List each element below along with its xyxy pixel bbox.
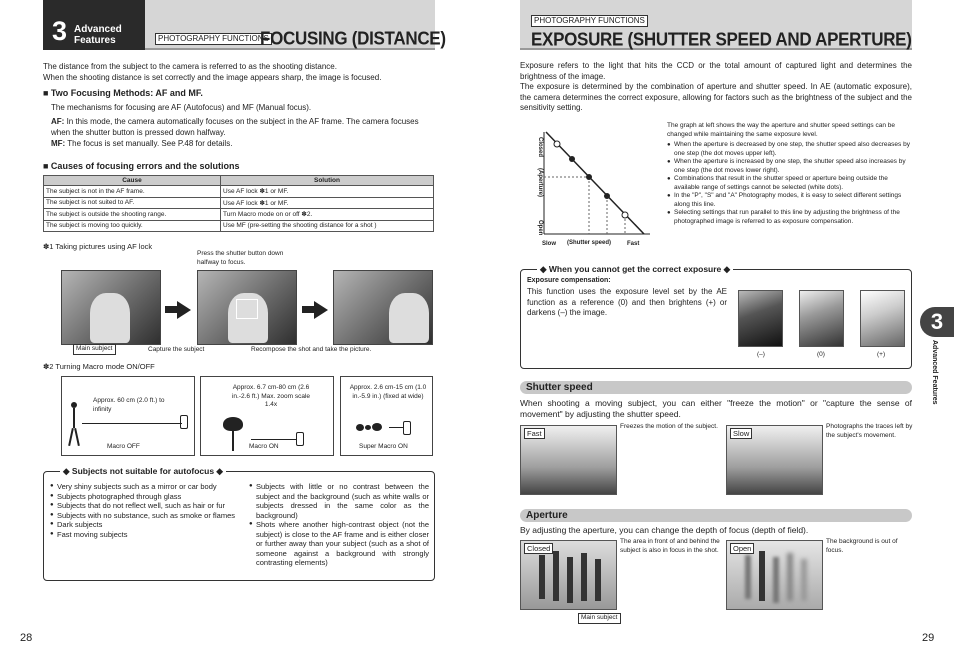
arrow-right-icon — [314, 301, 328, 319]
macro-on-box — [200, 376, 334, 456]
graph-bullets — [667, 141, 912, 226]
macro-off-distance: Approx. 60 cm (2.0 ft.) to infinity — [93, 397, 165, 413]
intro-paragraph-2: The exposure is determined by the combination of aperture and shutter speed. In AE (automatic exposure), the camera determines the correct exposure, allowing for factors such as the brightness of the subject and the sensitivity setting. — [520, 82, 912, 112]
person-icon — [70, 402, 78, 446]
closed-label: Closed — [524, 543, 553, 554]
aperture-text: By adjusting the aperture, you can change the depth of focus (depth of field). — [520, 525, 809, 535]
fast-description: Freezes the motion of the subject. — [620, 423, 718, 430]
main-subject-label: Main subject — [578, 613, 621, 624]
af-description: AF: In this mode, the camera automatically focuses on the subject in the AF frame. The camera focuses when the shutter button is pressed down halfway. — [51, 117, 419, 137]
autofocus-list-2 — [249, 482, 429, 568]
exposure-plus-label: (+) — [877, 351, 886, 358]
exposure-minus-photo — [738, 290, 783, 347]
list-item: ● Subjects with little or no contrast between the subject and the background (such as white walls or subjects dressed in the same color as the background) — [249, 482, 429, 520]
list-item: ● Combinations that result in the shutter speed or aperture being outside the available range of settings cannot be selected (white dots). — [667, 175, 912, 192]
chapter-badge — [43, 0, 145, 50]
af-photo-2 — [197, 270, 297, 345]
compensation-title: Exposure compensation: — [527, 277, 611, 284]
compensation-text: This function uses the exposure level set by the AE function as a reference (0) and then brightens (+) or darkens (–) the image. — [527, 287, 727, 317]
arrow-1-bar — [165, 306, 177, 313]
section-tag: PHOTOGRAPHY FUNCTIONS — [155, 33, 272, 45]
list-item: ● In the "P", "S" and "A" Photography modes, it is easy to select different settings along this line. — [667, 192, 912, 209]
chapter-label-1: Advanced — [74, 24, 122, 35]
super-macro-label: Super Macro ON — [359, 443, 408, 450]
list-item: ● Subjects with no substance, such as smoke or flames — [50, 511, 235, 521]
exposure-zero-label: (0) — [817, 351, 825, 358]
range-line — [251, 439, 296, 440]
exposure-box-title: ◆ When you cannot get the correct exposure ◆ — [537, 264, 733, 275]
exposure-zero-photo — [799, 290, 844, 347]
camera-icon — [180, 415, 188, 429]
main-subject-label: Main subject — [73, 344, 116, 355]
slow-label: Slow — [730, 428, 752, 439]
autofocus-box-title: ◆ Subjects not suitable for autofocus ◆ — [60, 466, 226, 477]
note-macro: ✽2 Turning Macro mode ON/OFF — [43, 362, 155, 371]
page-number: 28 — [20, 632, 33, 644]
open-description: The background is out of focus. — [826, 538, 898, 554]
list-item: ● Fast moving subjects — [50, 530, 235, 540]
graph-y-closed: Closed — [537, 137, 543, 158]
shutter-speed-text: When shooting a moving subject, you can either "freeze the motion" or "capture the sense of movement" by adjusting the shutter speed. — [520, 398, 912, 419]
capture-caption: Capture the subject — [148, 346, 205, 353]
super-macro-distance: Approx. 2.6 cm-15 cm (1.0 in.-5.9 in.) (fixed at wide) — [349, 384, 427, 400]
mf-description: MF: The focus is set manually. See P.48 for details. — [51, 139, 233, 148]
camera-icon — [403, 421, 411, 435]
list-item: ● Dark subjects — [50, 520, 235, 530]
intro — [43, 62, 438, 83]
list-item: ● Subjects that do not reflect well, such as hair or fur — [50, 501, 235, 511]
side-chapter-tab: 3 — [920, 307, 954, 337]
shutter-speed-heading: Shutter speed — [520, 381, 912, 394]
range-line — [389, 427, 403, 428]
table-row: The subject is not suited to AF. Use AF lock ✽1 or MF. — [44, 197, 434, 209]
causes-table — [43, 175, 434, 232]
side-chapter-text: Advanced Features — [931, 340, 938, 405]
page-title: EXPOSURE (SHUTTER SPEED AND APERTURE) — [531, 29, 912, 50]
macro-off-box — [61, 376, 195, 456]
exposure-minus-label: (–) — [757, 351, 765, 358]
range-line — [82, 423, 182, 424]
table-row: The subject is outside the shooting range. Turn Macro mode on or off ✽2. — [44, 209, 434, 221]
section-tag: PHOTOGRAPHY FUNCTIONS — [531, 15, 648, 27]
ant-icon — [356, 422, 386, 432]
causes-heading: ■ Causes of focusing errors and the solutions — [43, 161, 240, 171]
table-header-cause: Cause — [44, 176, 221, 186]
intro — [520, 61, 912, 114]
page-title: FOCUSING (DISTANCE) — [260, 28, 446, 49]
camera-icon — [296, 432, 304, 446]
autofocus-list-1 — [50, 482, 235, 539]
list-item: ● Very shiny subjects such as a mirror or car body — [50, 482, 235, 492]
fast-label: Fast — [524, 428, 545, 439]
list-item: ● Shots where another high-contrast object (not the subject) is close to the AF frame and is either closer or further away than your subject (such as a shot of someone against a background with strongly contrasting elements) — [249, 520, 429, 568]
recompose-caption: Recompose the shot and take the picture. — [251, 346, 372, 353]
methods-heading: ■ Two Focusing Methods: AF and MF. — [43, 88, 203, 98]
figurine-shape — [389, 293, 429, 343]
af-photo-1 — [61, 270, 161, 345]
graph-description: The graph at left shows the way the aperture and shutter speed settings can be changed while maintaining the same exposure level. — [667, 122, 896, 138]
macro-on-label: Macro ON — [249, 443, 279, 450]
chapter-number: 3 — [52, 16, 68, 46]
intro-line-2: When the shooting distance is set correctly and the image appears sharp, the image is focused. — [43, 72, 382, 82]
table-header-solution: Solution — [221, 176, 434, 186]
af-frame-icon — [236, 299, 258, 319]
macro-on-distance: Approx. 6.7 cm-80 cm (2.6 in.-2.6 ft.) Max. zoom scale 1.4x — [231, 384, 311, 408]
graph-y-open: Open — [537, 220, 543, 236]
table-row: The subject is moving too quickly. Use MF (pre-setting the shooting distance for a shot ) — [44, 220, 434, 232]
arrow-right-icon — [177, 301, 191, 319]
graph-svg — [532, 130, 652, 242]
graph-x-fast: Fast — [627, 241, 640, 247]
arrow-2-bar — [302, 306, 314, 313]
slow-description: Photographs the traces left by the subject's movement. — [826, 423, 913, 439]
page-number: 29 — [922, 632, 935, 644]
exposure-box — [520, 269, 912, 369]
exposure-plus-photo — [860, 290, 905, 347]
list-item: ● Selecting settings that run parallel to this line by adjusting the brightness of the photographed image is referred to as exposure compensation. — [667, 209, 912, 226]
press-caption: Press the shutter button down halfway to focus. — [197, 250, 284, 266]
macro-off-label: Macro OFF — [107, 443, 140, 450]
graph-y-aperture: (Aperture) — [537, 168, 543, 198]
intro-line-1: The distance from the subject to the camera is referred to as the shooting distance. — [43, 62, 337, 71]
table-row: The subject is not in the AF frame. Use AF lock ✽1 or MF. — [44, 186, 434, 198]
list-item: ● When the aperture is decreased by one step, the shutter speed also decreases by one step (the dot moves upper left). — [667, 141, 912, 158]
intro-paragraph-1: Exposure refers to the light that hits the CCD or the total amount of captured light and determines the brightness of the image. — [520, 61, 912, 81]
tulip-icon — [223, 417, 243, 431]
exposure-graph — [532, 130, 652, 242]
figurine-shape — [90, 293, 130, 343]
aperture-heading: Aperture — [520, 509, 912, 522]
right-page — [477, 0, 954, 667]
open-label: Open — [730, 543, 754, 554]
chapter-label-2: Features — [74, 35, 116, 46]
closed-description: The area in front of and behind the subject is also in focus in the shot. — [620, 538, 720, 554]
graph-x-slow: Slow — [542, 241, 557, 247]
super-macro-box — [340, 376, 433, 456]
methods-intro: The mechanisms for focusing are AF (Autofocus) and MF (Manual focus). — [51, 103, 312, 112]
list-item: ● Subjects photographed through glass — [50, 492, 235, 502]
list-item: ● When the aperture is increased by one step, the shutter speed also increases by one step (the dot moves lower right). — [667, 158, 912, 175]
af-photo-3 — [333, 270, 433, 345]
note-af-lock: ✽1 Taking pictures using AF lock — [43, 242, 153, 251]
graph-x-shutter: (Shutter speed) — [567, 240, 612, 246]
